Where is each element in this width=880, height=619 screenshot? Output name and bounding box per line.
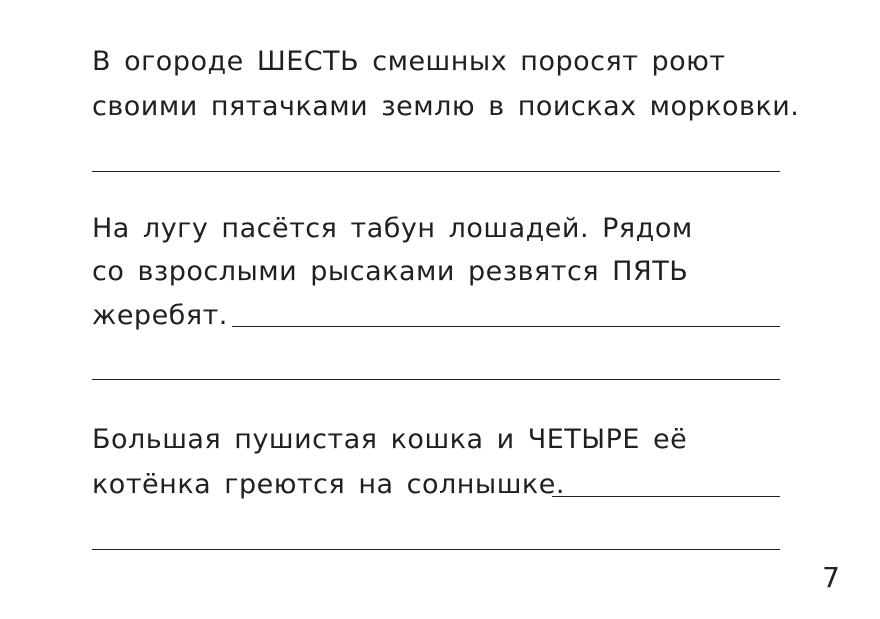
- exercise-3-answer-line[interactable]: [92, 549, 780, 550]
- exercise-2-line-2: со взрослыми рысаками резвятся ПЯТЬ: [92, 256, 689, 287]
- page-number: 7: [822, 561, 840, 594]
- exercise-2-answer-line[interactable]: [92, 379, 780, 380]
- exercise-3-inline-answer-line[interactable]: [552, 496, 780, 497]
- exercise-2-inline-answer-line[interactable]: [232, 326, 780, 327]
- exercise-2-line-1: На лугу пасётся табун лошадей. Рядом: [92, 213, 693, 244]
- exercise-2-line-3: жеребят.: [92, 300, 228, 331]
- exercise-1-line-1: В огороде ШЕСТЬ смешных поросят роют: [92, 46, 726, 77]
- exercise-1-line-2: своими пятачками землю в поисках морковки.: [92, 91, 800, 122]
- exercise-3-line-2: котёнка греются на солнышке.: [92, 469, 565, 500]
- exercise-3-line-1: Большая пушистая кошка и ЧЕТЫРЕ её: [92, 424, 688, 455]
- exercise-1-answer-line[interactable]: [92, 171, 780, 172]
